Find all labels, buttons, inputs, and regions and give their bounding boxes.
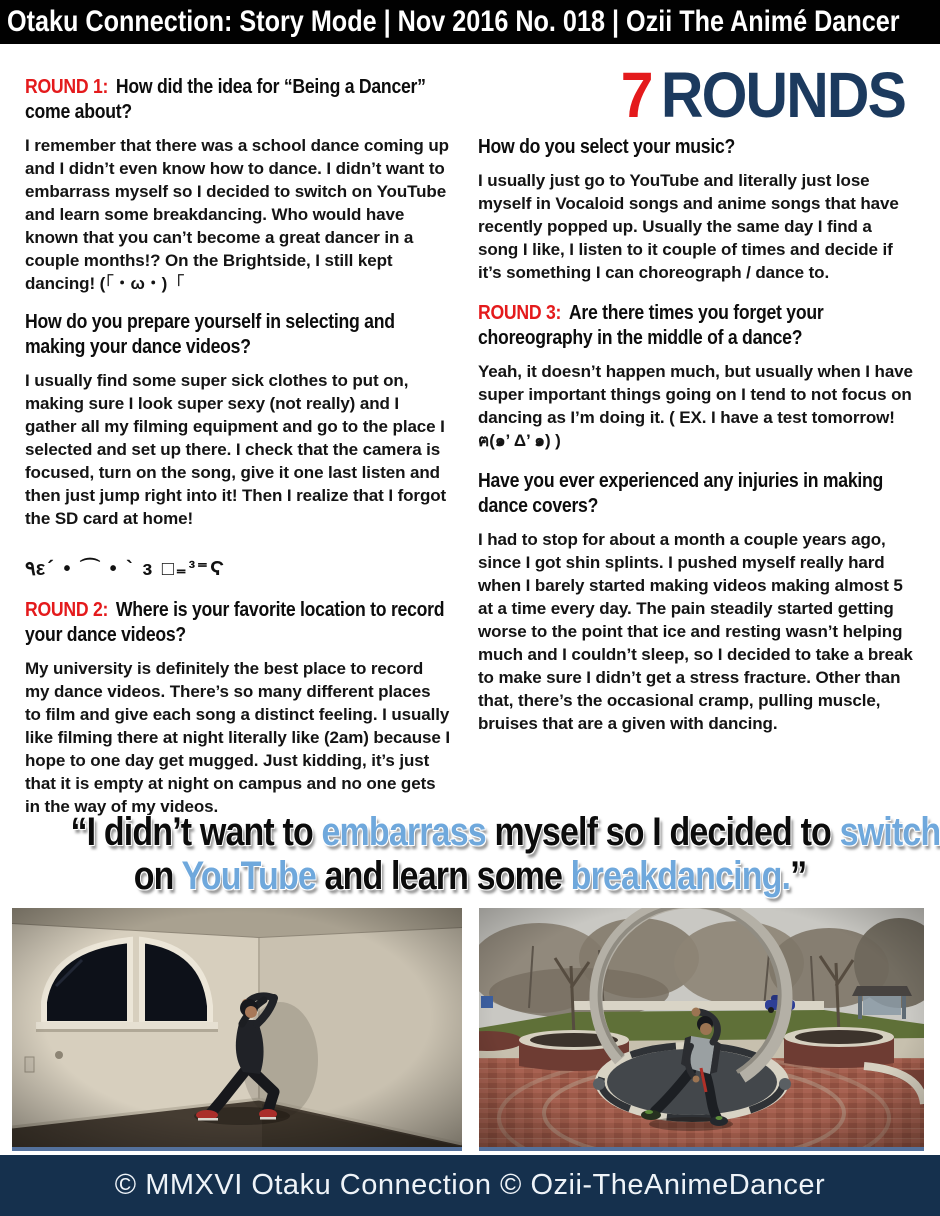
quote-seg: on — [133, 854, 182, 898]
masthead-word: ROUNDS — [660, 59, 905, 131]
page-header — [0, 0, 940, 44]
quote-seg: ” — [790, 854, 807, 898]
kaomoji-line: ٩ε´ • ⌒ • ` ɜ □₌³⁼Ϛ — [25, 558, 227, 580]
quote-seg-highlight: embarrass — [321, 810, 486, 854]
quote-seg: myself so I decided to — [485, 810, 840, 854]
question-prepare: How do you prepare yourself in selecting and making your dance videos? — [25, 310, 395, 358]
round-2-question-text: Where is your favorite location to record your dance videos? — [25, 598, 445, 646]
photo-indoor-dance — [12, 908, 462, 1151]
quote-seg: “I didn’t want to — [70, 810, 322, 854]
quote-seg-highlight: switch — [839, 810, 940, 854]
masthead-number: 7 — [620, 59, 652, 131]
round-1-answer: I remember that there was a school dance coming up and I didn’t even know how to dance. I didn’t want to embarrass myself so I decided to switch on YouTube and learn some breakdancing. Who would have known that you can’t become a great dancer in a couple months!? On the Brightside, I still kept dancing! (「・ω・)「 — [25, 136, 449, 293]
pull-quote — [0, 810, 940, 898]
round-3-answer: Yeah, it doesn’t happen much, but usually when I have super important things going on I tend to not focus on dancing as I’m doing it. ( EX. I have a test tomorrow! ฅ(๑’ Δ’ ๑) ) — [478, 362, 913, 450]
round-1-question-text: How did the idea for “Being a Dancer” come about? — [25, 75, 426, 123]
round-2-question — [25, 597, 449, 647]
round-3-question — [478, 300, 914, 350]
round-2-answer: My university is definitely the best place to record my dance videos. There’s so many different places to film and give each song a distinct feeling. I usually like filming there at night literally like (2am) because I hope to one day get mugged. Just kidding, it’s just that it is empty at night on campus and no one gets in the way of my videos. — [25, 659, 451, 816]
pull-quote-line-1 — [70, 810, 940, 854]
quote-seg: and learn some — [315, 854, 571, 898]
header-title: Otaku Connection: Story Mode | Nov 2016 No. 018 | Ozii The Animé Dancer — [7, 5, 900, 38]
interview-content — [0, 44, 940, 816]
round-1-label: ROUND 1: — [25, 75, 109, 98]
round-3-label: ROUND 3: — [478, 301, 562, 324]
answer-prepare: I usually find some super sick clothes to put on, making sure I look super sexy (not really) and I gather all my filming equipment and go to the place I selected and set up there. I check that the camera is focused, turn on the song, give it one last listen and then just jump right into it! Then I realize that I forgot the SD card at home! — [25, 371, 447, 528]
round-1-question — [25, 74, 449, 124]
photo-strip — [12, 908, 924, 1151]
answer-music: I usually just go to YouTube and literally just lose myself in Vocaloid songs and anime songs that have recently popped up. Usually the same day I find a song I like, I listen to it couple of times and decide if it’s something I can choreograph / dance to. — [478, 171, 899, 282]
round-2-label: ROUND 2: — [25, 598, 109, 621]
page-footer — [0, 1155, 940, 1216]
question-music: How do you select your music? — [478, 135, 736, 158]
question-injuries: Have you ever experienced any injuries in making dance covers? — [478, 469, 884, 517]
quote-seg-highlight: breakdancing. — [570, 854, 791, 898]
left-column — [25, 68, 451, 816]
answer-injuries: I had to stop for about a month a couple years ago, since I got shin splints. I pushed myself really hard when I barely started making videos making almost 5 at a time every day. The pain steadily started getting worse to the point that ice and resting wasn’t helping much and I couldn’t sleep, so I decided to take a break to make sure I didn’t get a stress fracture. Other than that, there’s the occasional cramp, pulling muscle, bruises that are a given with dancing. — [478, 530, 913, 733]
photo-outdoor-ring-sculpture — [479, 908, 924, 1151]
pull-quote-line-2 — [71, 854, 870, 898]
right-column — [478, 59, 915, 812]
footer-copyright: © MMXVI Otaku Connection © Ozii-TheAnimeDancer — [114, 1169, 826, 1201]
masthead-7-rounds — [512, 59, 905, 131]
quote-seg-highlight: YouTube — [181, 854, 316, 898]
round-3-question-text: Are there times you forget your choreography in the middle of a dance? — [478, 301, 824, 349]
